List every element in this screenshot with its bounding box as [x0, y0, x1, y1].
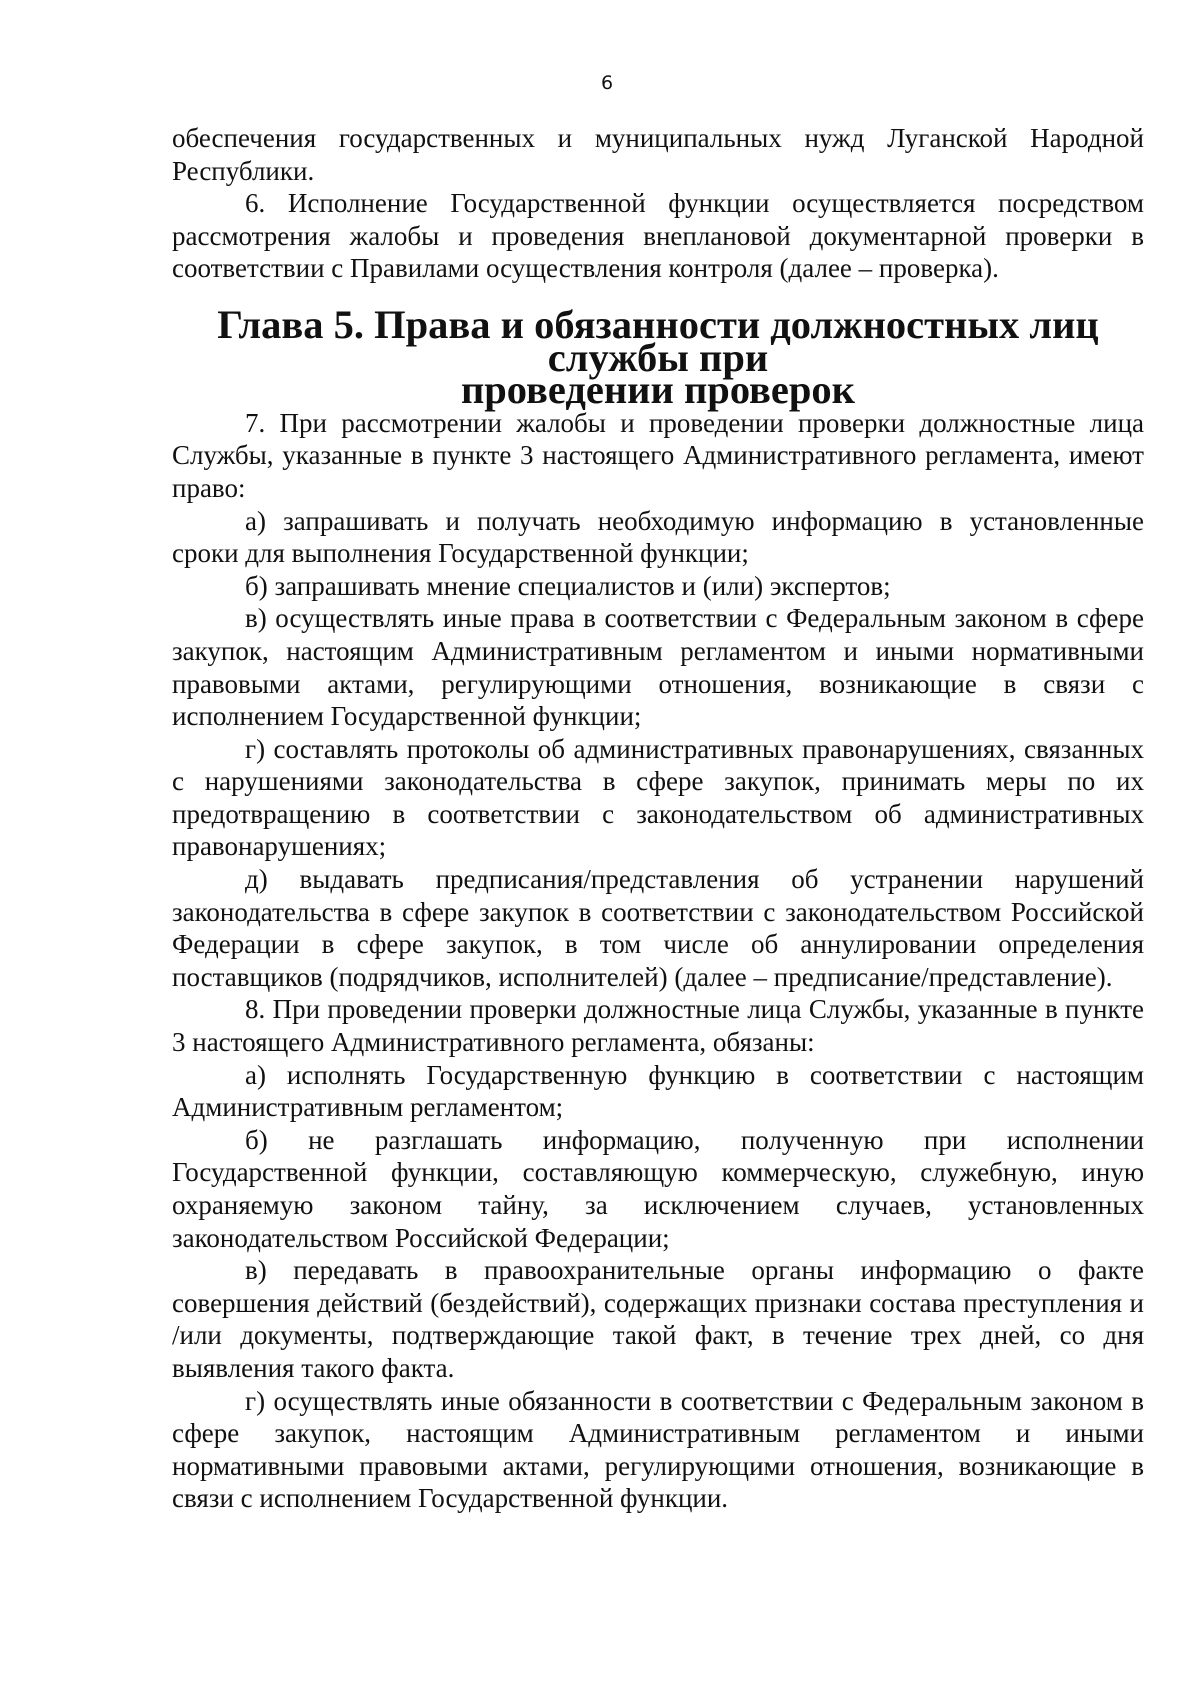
paragraph-8: 8. При проведении проверки должностные лица Службы, указанные в пункте 3 настоящего Административного регламента, обязаны:: [172, 994, 1144, 1058]
chapter-heading-line-1: Глава 5. Права и обязанности должностных лиц службы при: [217, 301, 1099, 380]
document-body: [172, 122, 1144, 1515]
paragraph-8-v: в) передавать в правоохранительные органы информацию о факте совершения действий (бездействий), содержащих признаки состава преступления и /или документы, подтверждающие такой факт, в течение трех дней, со дня выявления такого факта.: [172, 1255, 1144, 1383]
chapter-heading-line-2: проведении проверок: [460, 367, 856, 413]
paragraph-8-b: б) не разглашать информацию, полученную при исполнении Государственной функции, составляющую коммерческую, служебную, иную охраняемую законом тайну, за исключением случаев, установленных законодательством Российской Федерации;: [172, 1124, 1144, 1253]
paragraph-7-b: б) запрашивать мнение специалистов и (или) экспертов;: [245, 570, 891, 601]
paragraph-7-a: а) запрашивать и получать необходимую информацию в установленные сроки для выполнения Государственной функции;: [172, 505, 1144, 569]
paragraph-8-a: а) исполнять Государственную функцию в соответствии с настоящим Административным регламентом;: [172, 1059, 1144, 1123]
intro-paragraph: обеспечения государственных и муниципальных нужд Луганской Народной Республики.: [172, 123, 1144, 186]
paragraph-7: 7. При рассмотрении жалобы и проведении проверки должностные лица Службы, указанные в пункте 3 настоящего Административного регламента, имеют право:: [172, 407, 1144, 503]
paragraph-6: 6. Исполнение Государственной функции осуществляется посредством рассмотрения жалобы и проведения внеплановой документарной проверки в соответствии с Правилами осуществления контроля (далее – проверка).: [172, 188, 1144, 284]
paragraph-7-v: в) осуществлять иные права в соответствии с Федеральным законом в сфере закупок, настоящим Административным регламентом и иными нормативными правовыми актами, регулирующими отношения, возникающие в связи с исполнением Государственной функции;: [172, 603, 1144, 732]
paragraph-7-g: г) составлять протоколы об административных правонарушениях, связанных с нарушениями законодательства в сфере закупок, принимать меры по их предотвращению в соответствии с законодательством об административных правонарушениях;: [172, 733, 1144, 862]
chapter-heading: [172, 301, 1144, 413]
paragraph-7-d: д) выдавать предписания/представления об устранении нарушений законодательства в сфере закупок в соответствии с законодательством Российской Федерации в сфере закупок, в том числе об аннулировании определения поставщиков (подрядчиков, исполнителей) (далее – предписание/представление).: [172, 864, 1144, 992]
page-number: 6: [600, 72, 614, 94]
paragraph-8-g: г) осуществлять иные обязанности в соответствии с Федеральным законом в сфере закупок, настоящим Административным регламентом и иными нормативными правовыми актами, регулирующими отношения, возникающие в связи с исполнением Государственной функции.: [172, 1385, 1144, 1514]
